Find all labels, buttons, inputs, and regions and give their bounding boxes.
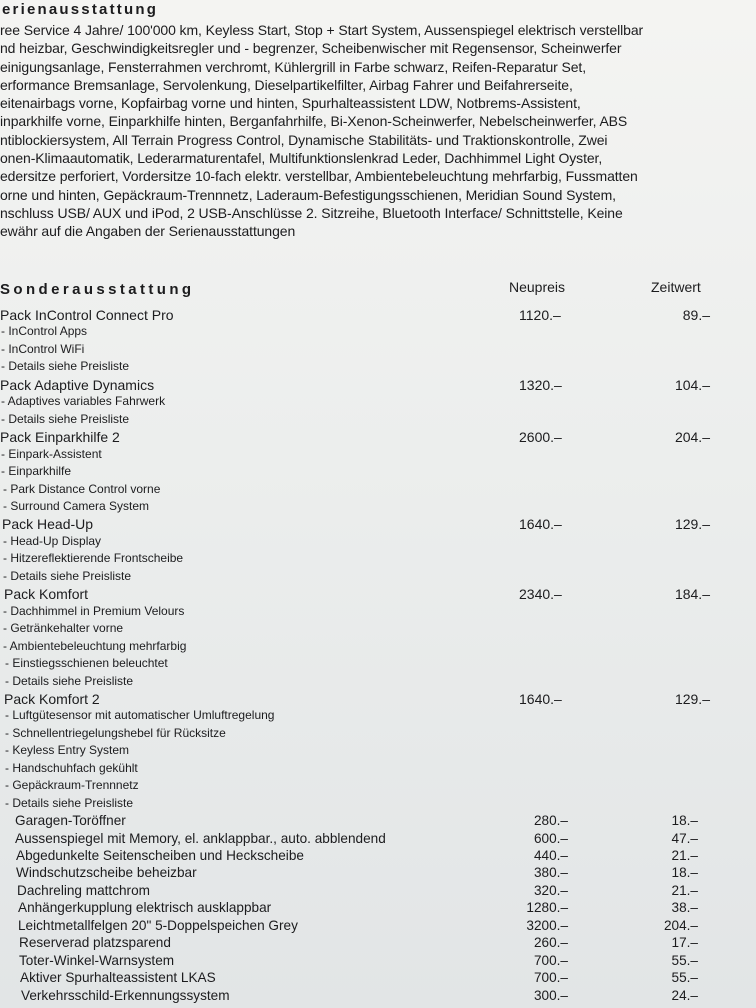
zeitwert-value: 38.– (671, 900, 698, 916)
option-detail-row (0, 342, 756, 360)
option-detail-row (0, 796, 756, 814)
zeitwert-value: 21.– (671, 847, 698, 863)
serien-text-line: ewähr auf die Angaben der Serienausstattungen (0, 223, 296, 240)
option-detail-row (0, 394, 756, 412)
option-row (0, 970, 756, 988)
option-row (0, 918, 756, 936)
option-label: Garagen-Toröffner (15, 813, 126, 828)
option-label: Aktiver Spurhalteassistent LKAS (20, 970, 216, 986)
neupreis-value: 2600.– (519, 429, 562, 446)
neupreis-value: 600.– (533, 830, 568, 846)
option-label: Pack Komfort (4, 586, 89, 603)
neupreis-value: 700.– (533, 952, 568, 968)
neupreis-value: 1320.– (519, 376, 562, 393)
neupreis-value: 2340.– (519, 586, 562, 603)
option-detail-label: - Einparkhilfe (1, 464, 72, 478)
option-detail-label: - InControl WiFi (1, 341, 85, 356)
option-detail-row (0, 412, 756, 430)
option-detail-label: - Details siehe Preisliste (3, 568, 132, 583)
option-detail-label: - Keyless Entry System (5, 743, 130, 758)
option-detail-row (0, 604, 756, 622)
option-detail-row (0, 324, 756, 342)
neupreis-value: 1120.– (519, 307, 561, 323)
zeitwert-value: 55.– (671, 970, 698, 986)
zeitwert-value: 129.– (674, 516, 710, 533)
option-row (0, 988, 756, 1006)
option-row (0, 691, 756, 709)
serien-text-line: inparkhilfe vorne, Einparkhilfe hinten, Berganfahrhilfe, Bi-Xenon-Scheinwerfer, Nebelscheinwerfer, ABS (0, 113, 628, 130)
option-detail-label: - Surround Camera System (3, 498, 150, 513)
option-detail-row (0, 726, 756, 744)
option-detail-row (0, 743, 756, 761)
neupreis-value: 1640.– (519, 516, 562, 533)
neupreis-value: 700.– (533, 970, 568, 986)
option-detail-row (0, 464, 756, 482)
option-detail-row (0, 499, 756, 517)
zeitwert-column-header: Zeitwert (651, 279, 701, 295)
option-detail-label: - Gepäckraum-Trennnetz (5, 778, 139, 793)
neupreis-value: 1640.– (519, 690, 562, 707)
option-row (0, 831, 756, 849)
option-detail-label: - Adaptives variables Fahrwerk (1, 394, 166, 409)
option-row (0, 813, 756, 831)
zeitwert-value: 24.– (671, 987, 698, 1003)
option-label: Pack Head-Up (2, 516, 94, 533)
serien-text-line: nschluss USB/ AUX und iPod, 2 USB-Anschlüsse 2. Sitzreihe, Bluetooth Interface/ Schnittstelle, Keine (0, 204, 623, 221)
neupreis-value: 1280.– (526, 900, 568, 916)
option-label: Aussenspiegel mit Memory, el. anklappbar., auto. abblendend (15, 830, 386, 846)
option-label: Pack Einparkhilfe 2 (0, 429, 120, 446)
option-detail-row (0, 621, 756, 639)
option-detail-row (0, 761, 756, 779)
serien-text-line: eitenairbags vorne, Kopfairbag vorne und hinten, Spurhalteassistent LDW, Notbrems-Assistent, (0, 95, 581, 112)
option-row (0, 883, 756, 901)
zeitwert-value: 204.– (674, 429, 710, 446)
option-row (0, 935, 756, 953)
neupreis-value: 3200.– (526, 917, 568, 933)
option-detail-row (0, 778, 756, 796)
option-label: Toter-Winkel-Warnsystem (19, 952, 175, 968)
option-label: Pack Adaptive Dynamics (0, 376, 155, 393)
option-detail-label: - Dachhimmel in Premium Velours (3, 603, 185, 618)
option-label: Dachreling mattchrom (17, 882, 150, 898)
zeitwert-value: 17.– (671, 935, 698, 951)
neupreis-value: 440.– (533, 847, 568, 863)
option-label: Anhängerkupplung elektrisch ausklappbar (18, 900, 272, 916)
zeitwert-value: 21.– (671, 882, 698, 898)
sonderausstattung-heading: Sonderausstattung (0, 281, 195, 298)
neupreis-value: 300.– (533, 987, 568, 1003)
option-label: Pack Komfort 2 (4, 690, 100, 707)
option-row (0, 377, 756, 395)
option-detail-row (0, 447, 756, 465)
option-detail-row (0, 359, 756, 377)
option-detail-label: - Einstiegsschienen beleuchtet (5, 656, 168, 670)
option-detail-row (0, 656, 756, 674)
option-detail-label: - Schnellentriegelungshebel für Rücksitze (5, 725, 226, 740)
serien-text-line: edersitze perforiert, Vordersitze 10-fach elektr. verstellbar, Ambientebeleuchtung mehrfarbig, Fussmatten (0, 168, 638, 185)
option-detail-row (0, 674, 756, 692)
serien-text-line: onen-Klimaautomatik, Lederarmaturentafel, Multifunktionslenkrad Leder, Dachhimmel Light Oyster, (0, 150, 603, 167)
option-detail-label: - Details siehe Preisliste (5, 673, 134, 688)
option-detail-label: - Details siehe Preisliste (1, 359, 130, 374)
serienausstattung-text (0, 21, 756, 241)
serien-text-line: erformance Bremsanlage, Servolenkung, Dieselpartikelfilter, Airbag Fahrer und Beifahrerseite, (0, 76, 573, 93)
serien-text-line: ree Service 4 Jahre/ 100'000 km, Keyless Start, Stop + Start System, Aussenspiegel elektrisch verstellbar (0, 22, 644, 38)
option-detail-label: - Einpark-Assistent (1, 446, 102, 461)
option-detail-label: - Ambientebeleuchtung mehrfarbig (3, 638, 187, 653)
zeitwert-value: 55.– (671, 952, 698, 968)
option-row (0, 429, 756, 447)
option-detail-row (0, 708, 756, 726)
option-detail-label: - Luftgütesensor mit automatischer Umluftregelung (5, 708, 275, 723)
option-label: Windschutzscheibe beheizbar (16, 865, 197, 881)
option-detail-label: - Head-Up Display (3, 533, 102, 548)
option-detail-label: - Getränkehalter vorne (3, 621, 124, 636)
option-detail-row (0, 551, 756, 569)
zeitwert-value: 129.– (674, 690, 710, 707)
option-row (0, 516, 756, 534)
zeitwert-value: 104.– (674, 376, 710, 393)
serien-text-line: einigungsanlage, Fensterrahmen verchromt, Kühlergrill in Farbe schwarz, Reifen-Reparatur Set, (0, 58, 586, 75)
neupreis-value: 260.– (533, 935, 568, 951)
option-label: Pack InControl Connect Pro (0, 307, 174, 323)
option-detail-row (0, 569, 756, 587)
serien-text-line: orne und hinten, Gepäckraum-Trennnetz, Laderaum-Befestigungsschienen, Meridian Sound System, (0, 186, 616, 203)
option-detail-label: - Hitzereflektierende Frontscheibe (3, 551, 184, 566)
neupreis-column-header: Neupreis (509, 279, 566, 295)
zeitwert-value: 18.– (671, 813, 698, 828)
serien-text-line: nd heizbar, Geschwindigkeitsregler und - begrenzer, Scheibenwischer mit Regensensor, Scheinwerfer (0, 40, 622, 57)
zeitwert-value: 184.– (674, 586, 710, 603)
option-detail-label: - Details siehe Preisliste (1, 411, 130, 426)
serienausstattung-heading: erienausstattung (2, 1, 159, 18)
option-detail-label: - Details siehe Preisliste (5, 795, 134, 810)
option-detail-row (0, 534, 756, 552)
option-detail-label: - InControl Apps (1, 324, 88, 339)
option-label: Reserverad platzsparend (19, 935, 171, 951)
neupreis-value: 380.– (533, 865, 568, 881)
option-row (0, 900, 756, 918)
option-label: Leichtmetallfelgen 20" 5-Doppelspeichen Grey (18, 917, 298, 933)
neupreis-value: 320.– (533, 882, 568, 898)
option-detail-label: - Park Distance Control vorne (3, 481, 161, 496)
option-row (0, 307, 756, 325)
zeitwert-value: 204.– (663, 917, 698, 933)
zeitwert-value: 47.– (671, 830, 698, 846)
option-label: Verkehrsschild-Erkennungssystem (21, 987, 230, 1003)
zeitwert-value: 18.– (671, 865, 698, 881)
option-row (0, 586, 756, 604)
option-detail-row (0, 639, 756, 657)
neupreis-value: 280.– (533, 813, 568, 828)
option-row (0, 953, 756, 971)
option-detail-row (0, 482, 756, 500)
option-row (0, 848, 756, 866)
option-row (0, 865, 756, 883)
zeitwert-value: 89.– (682, 307, 710, 323)
option-detail-label: - Handschuhfach gekühlt (5, 760, 138, 775)
option-label: Abgedunkelte Seitenscheiben und Heckscheibe (16, 847, 304, 863)
serien-text-line: ntiblockiersystem, All Terrain Progress Control, Dynamische Stabilitäts- und Traktionskontrolle, Zwei (0, 131, 608, 148)
